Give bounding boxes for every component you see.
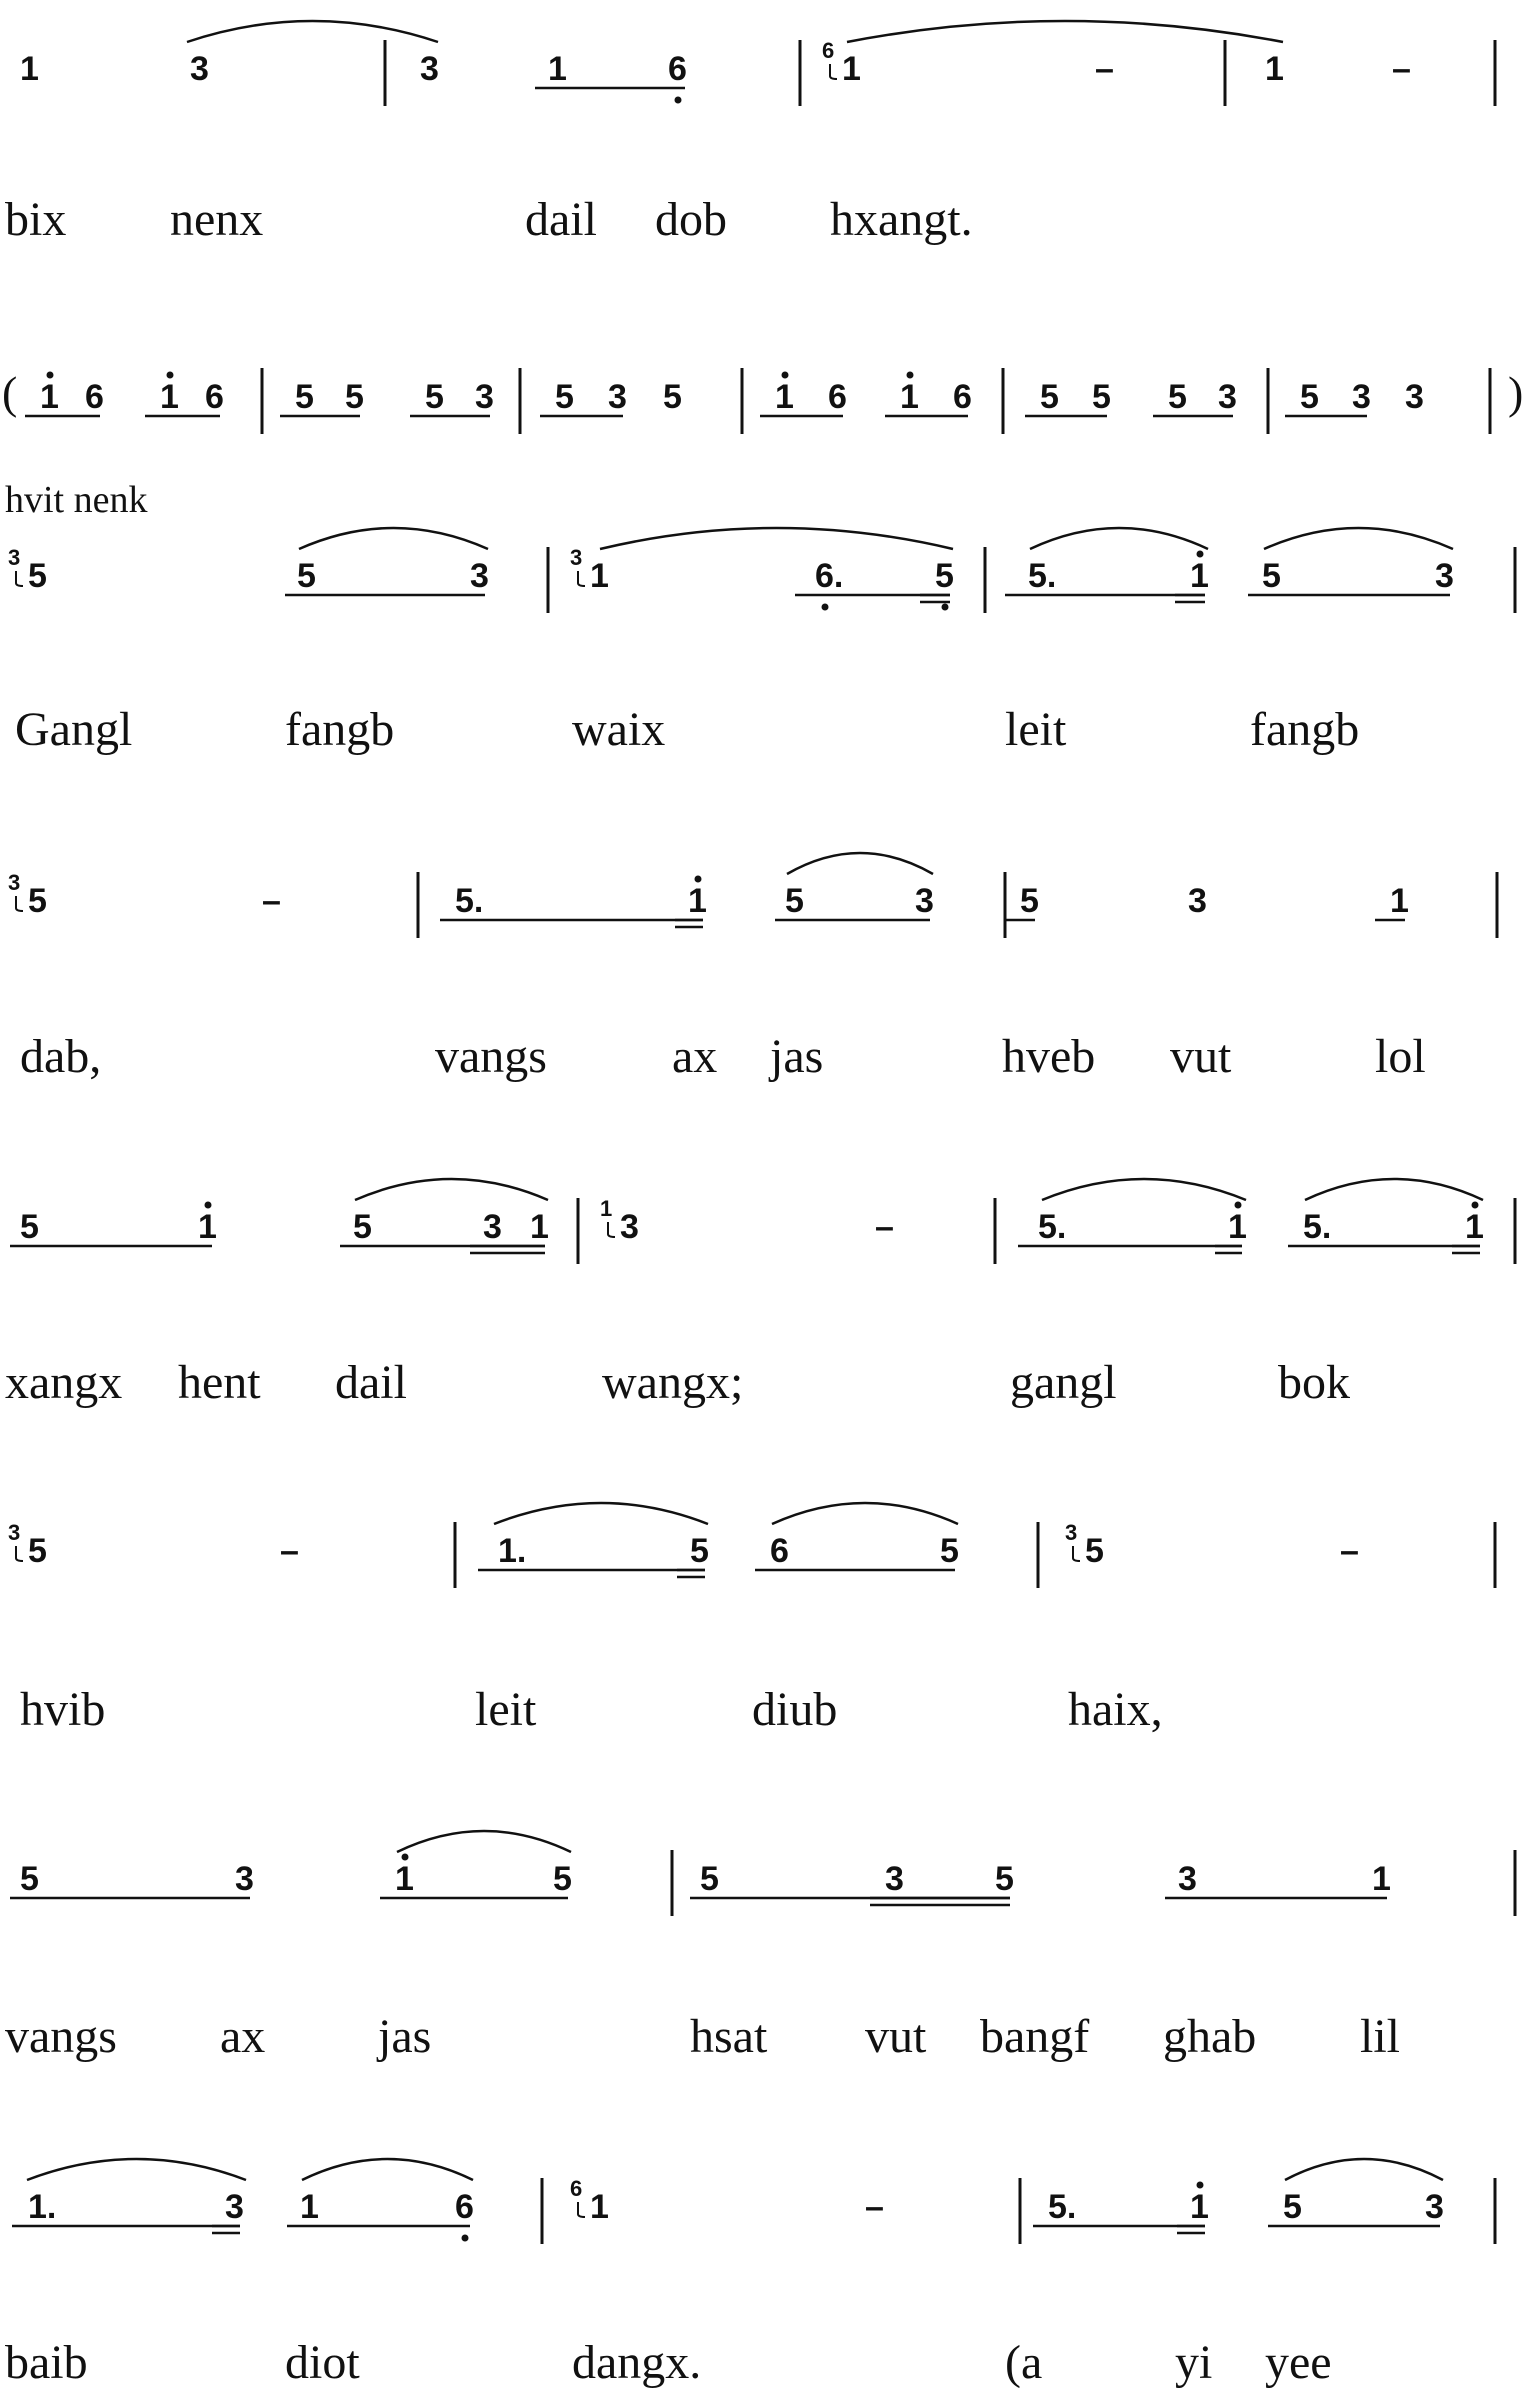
grace-slur bbox=[578, 571, 585, 586]
lyric-word: xangx bbox=[5, 1356, 123, 1409]
note: 5. bbox=[1038, 1208, 1067, 1246]
tie-slur bbox=[355, 1179, 548, 1200]
lyric-word: vut bbox=[1170, 1030, 1232, 1083]
note: 1 bbox=[590, 2188, 609, 2226]
note: 5 bbox=[1040, 378, 1059, 416]
underlines-layer bbox=[10, 88, 1480, 2233]
lyric-word: yee bbox=[1265, 2336, 1332, 2389]
note: 1 bbox=[160, 378, 179, 416]
lyric-word: bok bbox=[1278, 1356, 1350, 1409]
note: 5 bbox=[553, 1860, 572, 1898]
note: 6 bbox=[85, 378, 104, 416]
note: 5. bbox=[455, 882, 484, 920]
grace-note: 6 bbox=[822, 38, 835, 63]
octave-dot-below bbox=[675, 97, 682, 104]
note: 5 bbox=[1262, 557, 1281, 595]
lyric-word: waix bbox=[572, 703, 666, 756]
tie-slur bbox=[1042, 1179, 1246, 1200]
note: – bbox=[262, 882, 281, 920]
note: 5 bbox=[555, 378, 574, 416]
lyric-word: hsat bbox=[690, 2010, 768, 2063]
note: 3 bbox=[1178, 1860, 1197, 1898]
lyric-word: vangs bbox=[435, 1030, 547, 1083]
grace-note: 3 bbox=[8, 1520, 21, 1545]
grace-note: 3 bbox=[570, 545, 583, 570]
lyric-word: dail bbox=[335, 1356, 407, 1409]
note: 5. bbox=[1048, 2188, 1077, 2226]
note: 5. bbox=[1303, 1208, 1332, 1246]
note: 5 bbox=[1092, 378, 1111, 416]
note: 3 bbox=[1425, 2188, 1444, 2226]
note: 5 bbox=[1085, 1532, 1104, 1570]
lyric-word: diot bbox=[285, 2336, 360, 2389]
note: 3 bbox=[1352, 378, 1371, 416]
tie-slur bbox=[302, 2159, 473, 2180]
paren-open: ( bbox=[2, 367, 18, 418]
note: 1 bbox=[900, 378, 919, 416]
lyric-word: haix, bbox=[1068, 1683, 1163, 1736]
octave-dot-above bbox=[205, 1202, 212, 1209]
note: 5 bbox=[1020, 882, 1039, 920]
note: 1 bbox=[1465, 1208, 1484, 1246]
octave-dot-above bbox=[1235, 1202, 1242, 1209]
note: 5 bbox=[20, 1208, 39, 1246]
tie-slur bbox=[1285, 2159, 1443, 2180]
note: 6. bbox=[815, 557, 844, 595]
tie-slur bbox=[397, 1831, 571, 1852]
note: 5. bbox=[1028, 557, 1057, 595]
octave-dot-above bbox=[695, 876, 702, 883]
note: 3 bbox=[420, 50, 439, 88]
note: 5 bbox=[28, 1532, 47, 1570]
notes-layer bbox=[8, 38, 1484, 2242]
note: 6 bbox=[205, 378, 224, 416]
note: 3 bbox=[470, 557, 489, 595]
tie-slur bbox=[299, 528, 488, 549]
note: 3 bbox=[608, 378, 627, 416]
lyric-word: dangx. bbox=[572, 2336, 702, 2389]
note: 1 bbox=[1390, 882, 1409, 920]
lyric-word: diub bbox=[752, 1683, 838, 1736]
grace-slur bbox=[1073, 1546, 1080, 1561]
note: 5 bbox=[1300, 378, 1319, 416]
lyric-word: jas bbox=[378, 2010, 432, 2063]
ties-layer bbox=[27, 21, 1483, 2180]
note: 5 bbox=[425, 378, 444, 416]
grace-slur bbox=[578, 2202, 585, 2217]
octave-dot-above bbox=[907, 372, 914, 379]
note: – bbox=[1340, 1532, 1359, 1570]
lyric-word: leit bbox=[1005, 703, 1067, 756]
note: 3 bbox=[475, 378, 494, 416]
note: 1 bbox=[842, 50, 861, 88]
note: 5 bbox=[28, 882, 47, 920]
note: 3 bbox=[620, 1208, 639, 1246]
note: 6 bbox=[828, 378, 847, 416]
note: 5 bbox=[297, 557, 316, 595]
note: 5 bbox=[785, 882, 804, 920]
note: 5 bbox=[995, 1860, 1014, 1898]
note: 1 bbox=[1228, 1208, 1247, 1246]
lyric-word: dab, bbox=[20, 1030, 102, 1083]
note: – bbox=[280, 1532, 299, 1570]
note: 5 bbox=[1283, 2188, 1302, 2226]
note: 3 bbox=[1405, 378, 1424, 416]
note: 5 bbox=[690, 1532, 709, 1570]
note: 3 bbox=[1435, 557, 1454, 595]
barlines-layer bbox=[262, 40, 1515, 2244]
octave-dot-above bbox=[782, 372, 789, 379]
note: 3 bbox=[915, 882, 934, 920]
lyric-word: bix bbox=[5, 193, 67, 246]
note: 1 bbox=[590, 557, 609, 595]
note: 5 bbox=[20, 1860, 39, 1898]
lyric-word: bangf bbox=[980, 2010, 1090, 2063]
note: 1 bbox=[300, 2188, 319, 2226]
note: 5 bbox=[935, 557, 954, 595]
octave-dot-below bbox=[822, 604, 829, 611]
note: 3 bbox=[885, 1860, 904, 1898]
note: 1. bbox=[498, 1532, 527, 1570]
lyric-word: fangb bbox=[285, 703, 395, 756]
note: – bbox=[865, 2188, 884, 2226]
lyric-word: vut bbox=[865, 2010, 927, 2063]
octave-dot-above bbox=[1197, 2182, 1204, 2189]
note: 1 bbox=[530, 1208, 549, 1246]
note: 5 bbox=[295, 378, 314, 416]
note: 1 bbox=[40, 378, 59, 416]
tie-slur bbox=[1030, 528, 1208, 549]
grace-slur bbox=[16, 896, 23, 911]
lyric-word: ax bbox=[672, 1030, 718, 1083]
grace-note: 3 bbox=[8, 545, 21, 570]
note: 3 bbox=[225, 2188, 244, 2226]
note: 1. bbox=[28, 2188, 57, 2226]
octave-dot-above bbox=[402, 1854, 409, 1861]
lyrics-layer bbox=[5, 193, 1426, 2389]
note: 1 bbox=[1265, 50, 1284, 88]
lyric-word: hent bbox=[178, 1356, 261, 1409]
octave-dot-above bbox=[47, 372, 54, 379]
grace-slur bbox=[608, 1222, 615, 1237]
lyric-word: ghab bbox=[1163, 2010, 1257, 2063]
lyric-word: lil bbox=[1360, 2010, 1401, 2063]
note: 1 bbox=[775, 378, 794, 416]
tie-slur bbox=[600, 528, 953, 549]
lyric-word: (a bbox=[1005, 2336, 1043, 2389]
lyric-word: hveb bbox=[1002, 1030, 1096, 1083]
octave-dot-below bbox=[462, 2235, 469, 2242]
note: 1 bbox=[1190, 557, 1209, 595]
lyric-word: jas bbox=[770, 1030, 824, 1083]
note: 5 bbox=[663, 378, 682, 416]
lyric-word: lol bbox=[1375, 1030, 1426, 1083]
note: 1 bbox=[688, 882, 707, 920]
note: 3 bbox=[1218, 378, 1237, 416]
lyric-word: yi bbox=[1175, 2336, 1213, 2389]
note: 5 bbox=[1168, 378, 1187, 416]
lyric-word: fangb bbox=[1250, 703, 1360, 756]
grace-note: 3 bbox=[8, 870, 21, 895]
note: 5 bbox=[28, 557, 47, 595]
tie-slur bbox=[187, 21, 438, 42]
tie-slur bbox=[1264, 528, 1453, 549]
octave-dot-below bbox=[942, 604, 949, 611]
note: 6 bbox=[455, 2188, 474, 2226]
octave-dot-above bbox=[1197, 551, 1204, 558]
note: 3 bbox=[190, 50, 209, 88]
lyric-word: wangx; bbox=[602, 1356, 744, 1409]
lyric-word: hvib bbox=[20, 1683, 106, 1736]
grace-slur bbox=[830, 64, 837, 79]
grace-slur bbox=[16, 1546, 23, 1561]
note: 6 bbox=[770, 1532, 789, 1570]
lyric-word: dob bbox=[655, 193, 727, 246]
note: 1 bbox=[548, 50, 567, 88]
note: 1 bbox=[1190, 2188, 1209, 2226]
note: – bbox=[875, 1208, 894, 1246]
cue-label: hvit nenk bbox=[5, 479, 148, 521]
note: 3 bbox=[235, 1860, 254, 1898]
tie-slur bbox=[1305, 1179, 1483, 1200]
note: 6 bbox=[953, 378, 972, 416]
grace-note: 1 bbox=[600, 1196, 613, 1221]
note: 3 bbox=[483, 1208, 502, 1246]
note: – bbox=[1095, 50, 1114, 88]
lyric-word: leit bbox=[475, 1683, 537, 1736]
tie-slur bbox=[787, 853, 933, 874]
lyric-word: Gangl bbox=[15, 703, 133, 756]
lyric-word: baib bbox=[5, 2336, 88, 2389]
note: 5 bbox=[345, 378, 364, 416]
tie-slur bbox=[27, 2159, 246, 2180]
lyric-word: dail bbox=[525, 193, 597, 246]
note: 5 bbox=[353, 1208, 372, 1246]
lyric-word: vangs bbox=[5, 2010, 117, 2063]
note: 1 bbox=[395, 1860, 414, 1898]
note: 3 bbox=[1188, 882, 1207, 920]
note: – bbox=[1392, 50, 1411, 88]
note: 5 bbox=[700, 1860, 719, 1898]
note: 1 bbox=[20, 50, 39, 88]
grace-slur bbox=[16, 571, 23, 586]
lyric-word: hxangt. bbox=[830, 193, 973, 246]
note: 1 bbox=[1372, 1860, 1391, 1898]
lyric-word: gangl bbox=[1010, 1356, 1117, 1409]
octave-dot-above bbox=[1472, 1202, 1479, 1209]
lyric-word: ax bbox=[220, 2010, 266, 2063]
paren-close: ) bbox=[1508, 367, 1524, 418]
lyric-word: nenx bbox=[170, 193, 264, 246]
tie-slur bbox=[494, 1503, 708, 1524]
note: 6 bbox=[668, 50, 687, 88]
note: 5 bbox=[940, 1532, 959, 1570]
note: 1 bbox=[198, 1208, 217, 1246]
grace-note: 6 bbox=[570, 2176, 583, 2201]
tie-slur bbox=[847, 21, 1283, 42]
tie-slur bbox=[772, 1503, 958, 1524]
grace-note: 3 bbox=[1065, 1520, 1078, 1545]
octave-dot-above bbox=[167, 372, 174, 379]
